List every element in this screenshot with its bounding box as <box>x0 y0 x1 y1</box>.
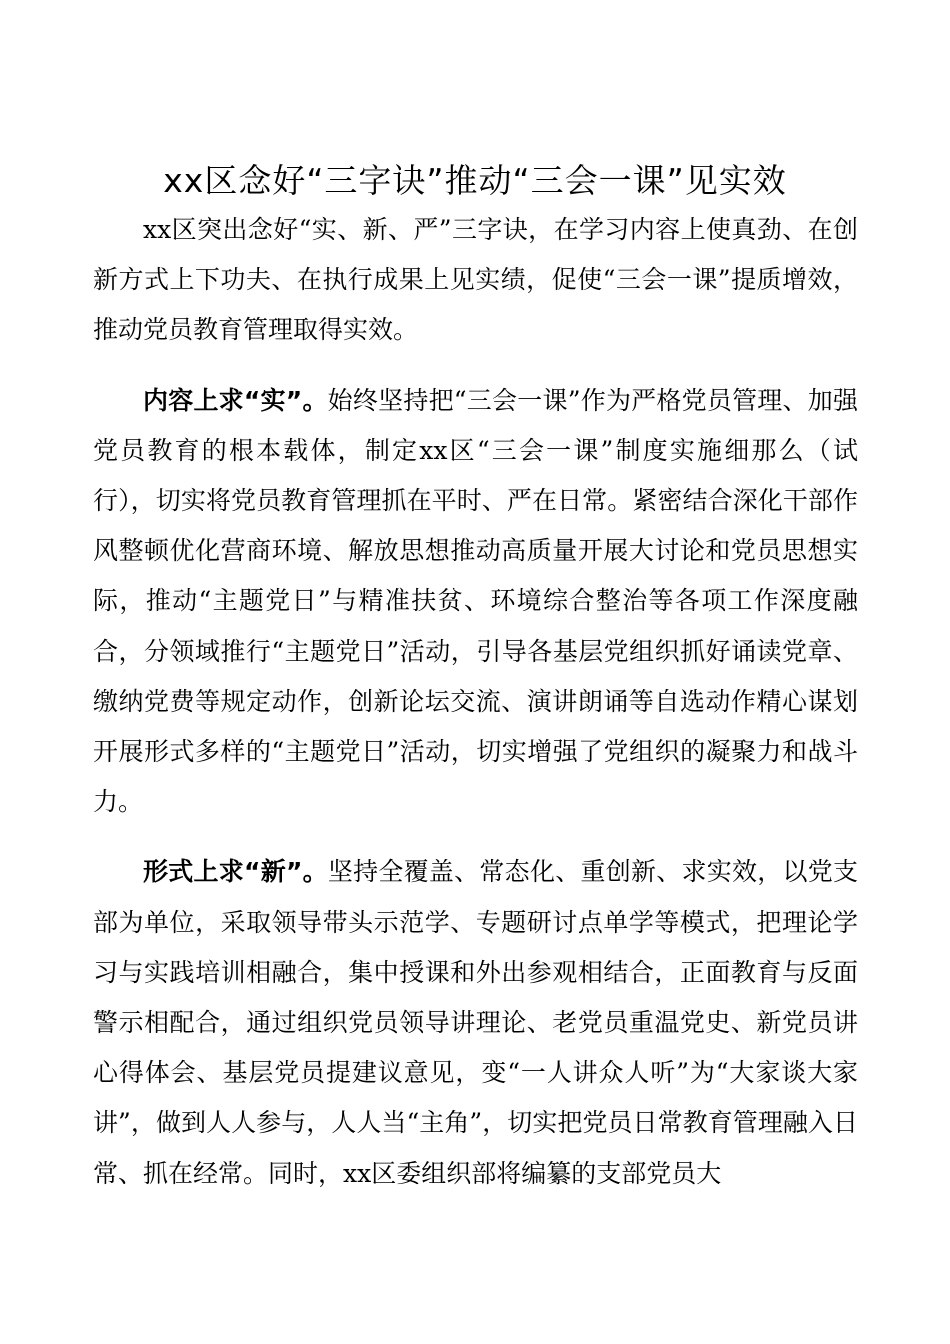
section-lead-content: 内容上求“实”。 <box>143 385 328 415</box>
section-text-content: 始终坚持把“三会一课”作为严格党员管理、加强党员教育的根本载体，制定xx区“三会一课”制度实施细那么（试行），切实将党员教育管理抓在平时、严在日常。紧密结合深化干部作风整顿优化营商环境、解放思想推动高质量开展大讨论和党员思想实际，推动“主题党日”与精准扶贫、环境综合整治等各项工作深度融合，分领域推行“主题党日”活动，引导各基层党组织抓好诵读党章、缴纳党费等规定动作，创新论坛交流、演讲朗诵等自选动作精心谋划开展形式多样的“主题党日”活动，切实增强了党组织的凝聚力和战斗力。 <box>93 385 858 817</box>
section-paragraph-form <box>93 847 858 1198</box>
document-body <box>93 205 858 1199</box>
document-title: xx区念好“三字诀”推动“三会一课”见实效 <box>163 161 787 200</box>
section-lead-form: 形式上求“新”。 <box>143 857 328 887</box>
section-paragraph-content <box>93 376 858 828</box>
intro-paragraph: xx区突出念好“实、新、严”三字诀，在学习内容上使真劲、在创新方式上下功夫、在执行成果上见实绩，促使“三会一课”提质增效，推动党员教育管理取得实效。 <box>93 215 858 345</box>
section-text-form: 坚持全覆盖、常态化、重创新、求实效，以党支部为单位，采取领导带头示范学、专题研讨点单学等模式，把理论学习与实践培训相融合，集中授课和外出参观相结合，正面教育与反面警示相配合，通过组织党员领导讲理论、老党员重温党史、新党员讲心得体会、基层党员提建议意见，变“一人讲众人听”为“大家谈大家讲”，做到人人参与，人人当“主角”，切实把党员日常教育管理融入日常、抓在经常。同时，xx区委组织部将编纂的支部党员大 <box>93 857 858 1188</box>
